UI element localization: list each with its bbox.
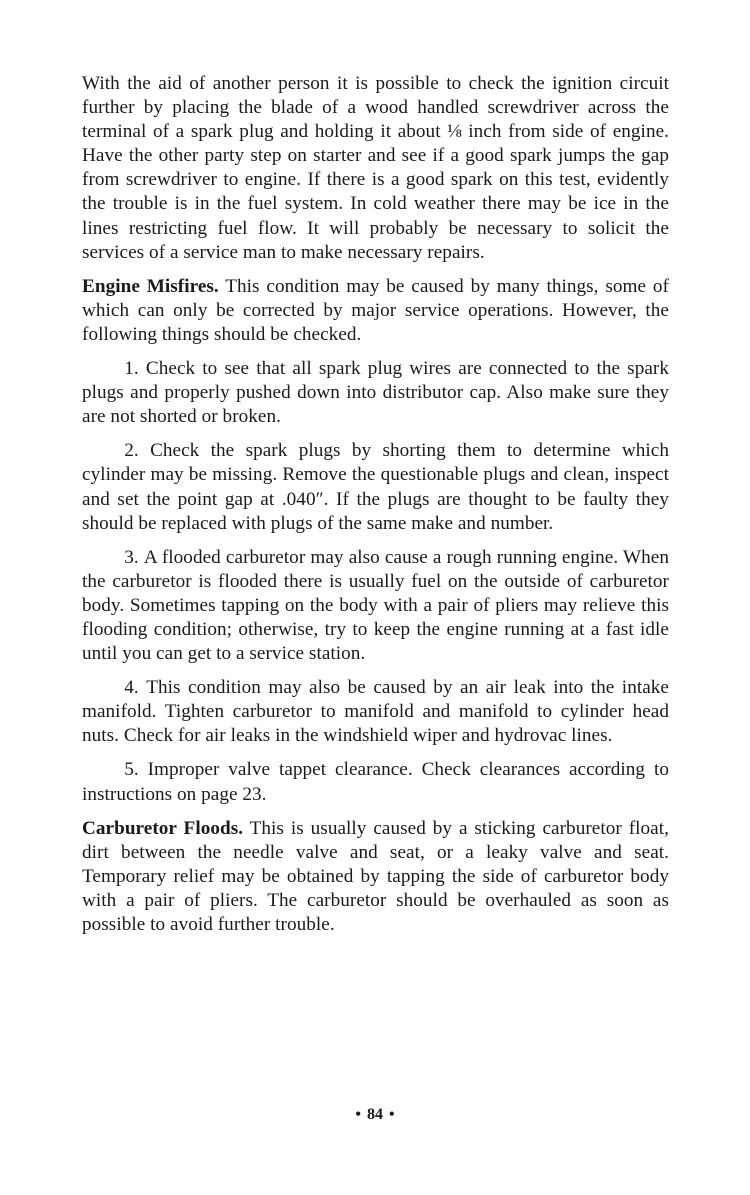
section-heading-carburetor-floods: Carburetor Floods. (82, 817, 244, 839)
list-item (82, 439, 669, 535)
section-intro-text: This condition may be caused by many things, some of which can only be corrected by major service operations. However, the following things should be checked. (82, 275, 669, 345)
section-heading-engine-misfires: Engine Misfires. (82, 275, 219, 297)
page-number (0, 1106, 750, 1124)
list-item-number: 5. (124, 759, 139, 781)
list-item-text: A flooded carburetor may also cause a rough running engine. When the carburetor is flooded there is usually fuel on the outside of carburetor body. Sometimes tapping on the body with a pair of pliers may relieve this flooding condition; otherwise, try to keep the engine running at a fast idle until you can get to a service station. (82, 546, 669, 665)
page-number-ornament-left: • (355, 1106, 361, 1123)
paragraph-ignition-check (82, 72, 669, 265)
paragraph-text: With the aid of another person it is possible to check the ignition circuit further by placing the blade of a wood handled screwdriver across the terminal of a spark plug and holding it about ⅛ inch from side of engine. Have the other party step on starter and see if a good spark jumps the gap from screwdriver to engine. If there is a good spark on this test, evidently the trouble is in the fuel system. In cold weather there may be ice in the lines restricting fuel flow. It will probably be necessary to solicit the services of a service man to make necessary repairs. (82, 73, 669, 263)
section-engine-misfires (82, 275, 669, 347)
list-item-text: Improper valve tappet clearance. Check clearances according to instructions on page 23. (82, 759, 669, 805)
list-item (82, 758, 669, 806)
list-item-number: 2. (124, 440, 139, 462)
page-number-value: 84 (367, 1106, 383, 1123)
list-item (82, 676, 669, 748)
list-item-number: 1. (124, 358, 139, 380)
list-item (82, 357, 669, 429)
page-number-ornament-right: • (389, 1106, 395, 1123)
list-item-number: 4. (124, 677, 139, 699)
list-item (82, 546, 669, 666)
section-text: This is usually caused by a sticking carburetor float, dirt between the needle valve and seat, or a leaky valve and seat. Temporary relief may be obtained by tapping the side of carburetor body with a pair of pliers. The carburetor should be overhauled as soon as possible to avoid further trouble. (82, 817, 669, 935)
section-carburetor-floods (82, 817, 669, 937)
list-item-text: Check the spark plugs by shorting them to determine which cylinder may be missing. Remove the questionable plugs and clean, inspect and set the point gap at .040″. If the plugs are thought to be faulty they should be replaced with plugs of the same make and number. (82, 440, 669, 534)
document-page (82, 72, 669, 947)
list-item-number: 3. (124, 546, 139, 568)
list-item-text: This condition may also be caused by an air leak into the intake manifold. Tighten carburetor to manifold and manifold to cylinder head nuts. Check for air leaks in the windshield wiper and hydrovac lines. (82, 677, 669, 747)
list-item-text: Check to see that all spark plug wires are connected to the spark plugs and properly pushed down into distributor cap. Also make sure they are not shorted or broken. (82, 358, 669, 428)
